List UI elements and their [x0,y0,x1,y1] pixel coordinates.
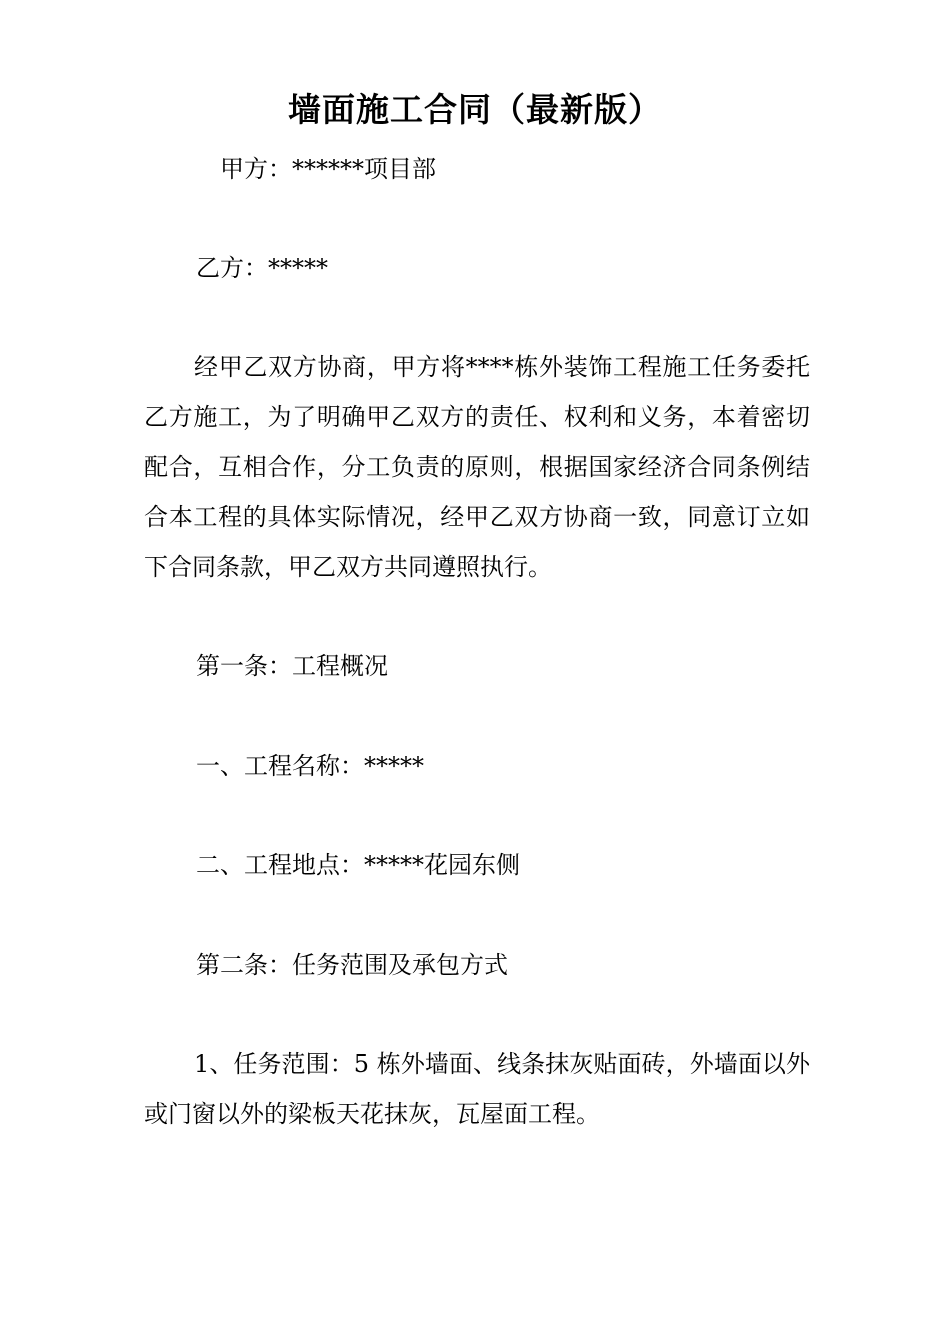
party-b-line: 乙方：***** [196,254,328,282]
intro-paragraph: 经甲乙双方协商，甲方将****栋外装饰工程施工任务委托乙方施工，为了明确甲乙双方的责任、权利和义务，本着密切配合，互相合作，分工负责的原则，根据国家经济合同条例结合本工程的具体实际情况，经甲乙双方协商一致，同意订立如下合同条款，甲乙双方共同遵照执行。 [144,353,810,581]
project-name-line: 一、工程名称：***** [196,752,424,780]
article-1-heading: 第一条：工程概况 [196,652,388,680]
document-title: 墙面施工合同（最新版） [288,90,662,129]
party-a-line: 甲方：******项目部 [220,155,436,183]
project-location-line: 二、工程地点：*****花园东侧 [196,851,520,879]
scope-paragraph: 1、任务范围：5 栋外墙面、线条抹灰贴面砖，外墙面以外或门窗以外的梁板天花抹灰，瓦屋面工程。 [144,1050,810,1128]
article-2-heading: 第二条：任务范围及承包方式 [196,951,508,979]
